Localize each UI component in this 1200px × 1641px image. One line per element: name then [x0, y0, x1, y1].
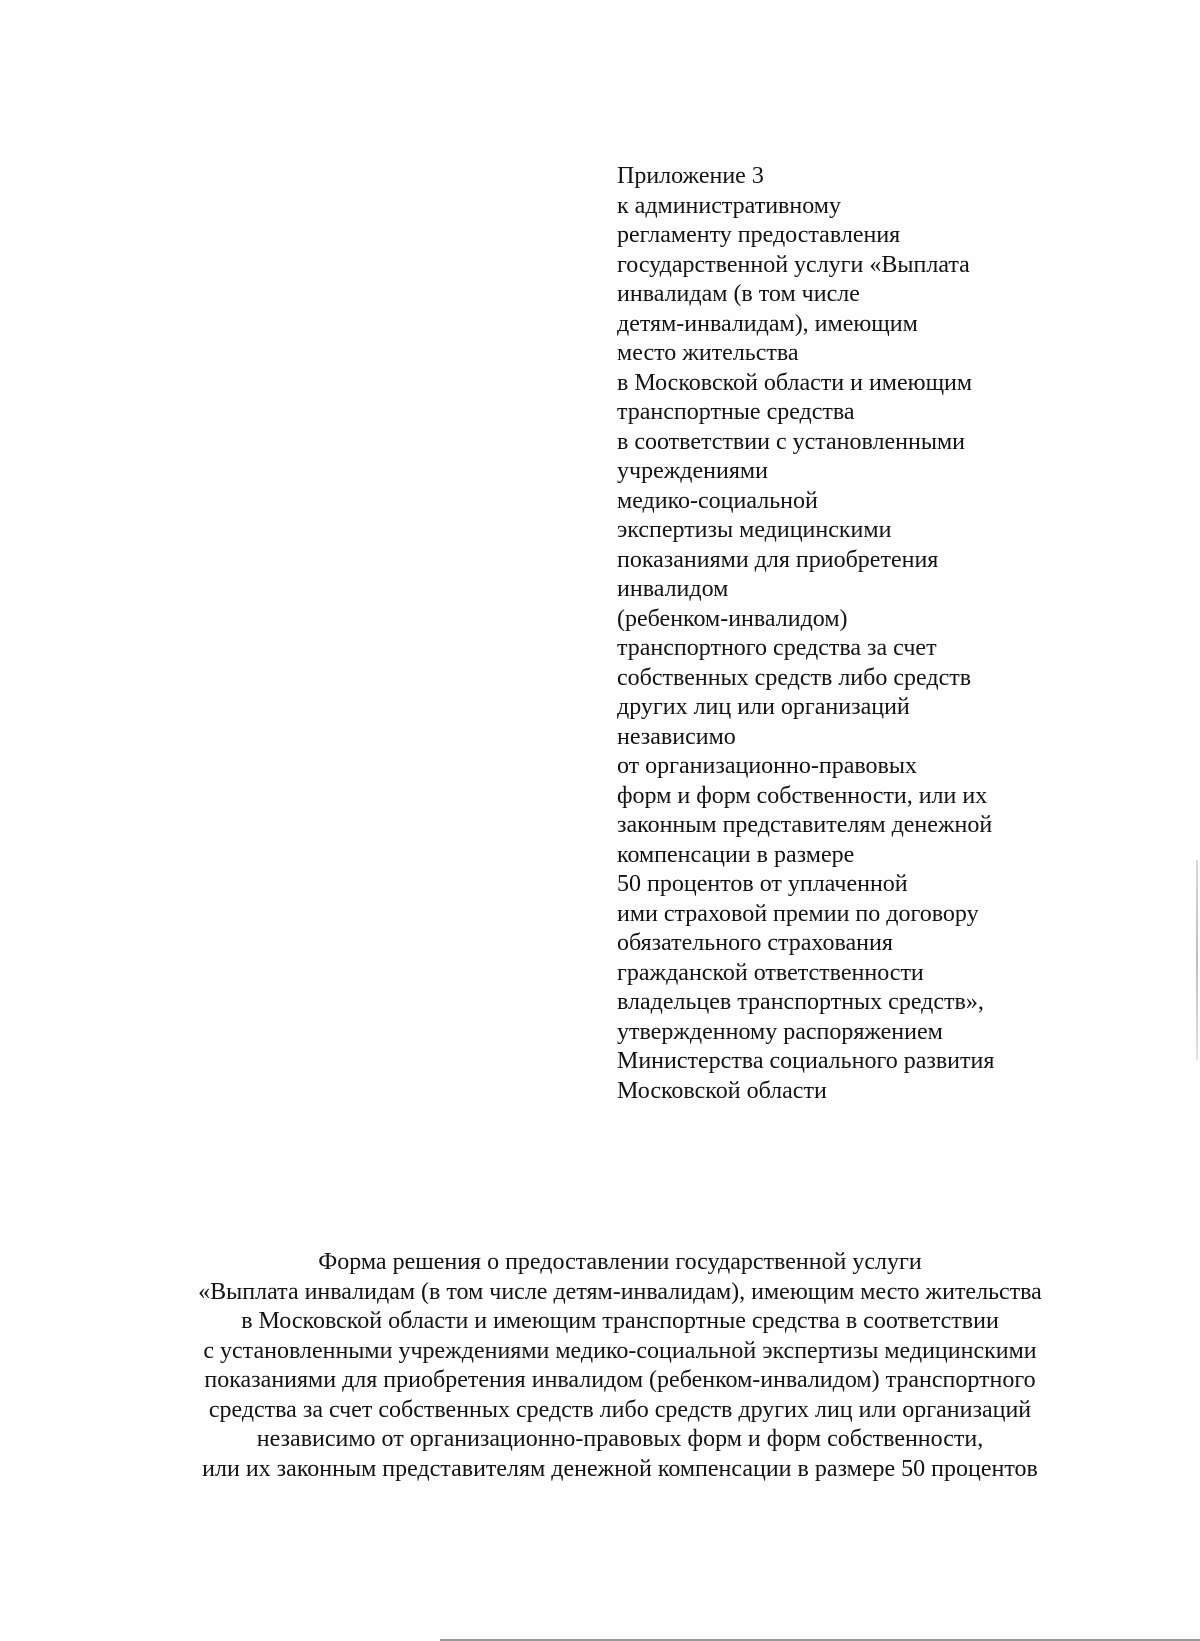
appendix-line: инвалидом [617, 576, 729, 602]
form-title-line: показаниями для приобретения инвалидом (ребенком-инвалидом) транспортного [204, 1367, 1036, 1393]
appendix-line: обязательного страхования [617, 930, 893, 956]
appendix-line: компенсации в размере [617, 841, 855, 868]
appendix-line: медико-социальной [617, 487, 818, 514]
appendix-line: детям-инвалидам), имеющим [617, 310, 918, 337]
appendix-line: законным представителям денежной [617, 812, 993, 838]
appendix-line: в соответствии с установленными [617, 428, 966, 455]
appendix-line: 50 процентов от уплаченной [617, 871, 908, 897]
appendix-line: транспортного средства за счет [617, 635, 937, 661]
appendix-line: от организационно-правовых [617, 753, 917, 779]
appendix-line: транспортные средства [617, 399, 855, 425]
appendix-line: независимо [617, 723, 736, 750]
appendix-header [617, 162, 1087, 1106]
appendix-line: место жительства [617, 340, 799, 366]
appendix-line: экспертизы медицинскими [617, 517, 892, 543]
appendix-line: Московской области [617, 1077, 827, 1104]
appendix-line: форм и форм собственности, или их [617, 782, 988, 809]
appendix-line: государственной услуги «Выплата [617, 251, 970, 278]
appendix-line: регламенту предоставления [617, 222, 901, 248]
form-title-line: с установленными учреждениями медико-социальной экспертизы медицинскими [203, 1337, 1037, 1364]
appendix-line: гражданской ответственности [617, 959, 924, 986]
appendix-line: других лиц или организаций [617, 694, 910, 720]
form-title-line: или их законным представителям денежной компенсации в размере 50 процентов [202, 1455, 1038, 1482]
form-title-line: средства за счет собственных средств либо средств других лиц или организаций [208, 1396, 1032, 1423]
scan-edge-shadow [1196, 860, 1198, 1060]
appendix-line: собственных средств либо средств [617, 664, 972, 691]
form-title-line: «Выплата инвалидам (в том числе детям-инвалидам), имеющим место жительства [198, 1278, 1042, 1305]
form-title [120, 1248, 1120, 1484]
appendix-line: ими страховой премии по договору [617, 900, 979, 927]
appendix-line: к административному [617, 192, 841, 219]
appendix-line: показаниями для приобретения [617, 546, 939, 573]
form-title-line: Форма решения о предоставлении государственной услуги [318, 1249, 922, 1275]
appendix-line: (ребенком-инвалидом) [617, 605, 848, 632]
appendix-line: учреждениями [617, 458, 768, 484]
appendix-line: Министерства социального развития [617, 1048, 995, 1074]
appendix-line: инвалидам (в том числе [617, 281, 860, 307]
appendix-line: утвержденному распоряжением [617, 1018, 943, 1045]
form-title-line: независимо от организационно-правовых форм и форм собственности, [256, 1426, 984, 1452]
form-title-line: в Московской области и имеющим транспортные средства в соответствии [241, 1308, 999, 1334]
appendix-line: в Московской области и имеющим [617, 369, 973, 396]
appendix-line: владельцев транспортных средств», [617, 989, 984, 1015]
appendix-line: Приложение 3 [617, 163, 764, 189]
